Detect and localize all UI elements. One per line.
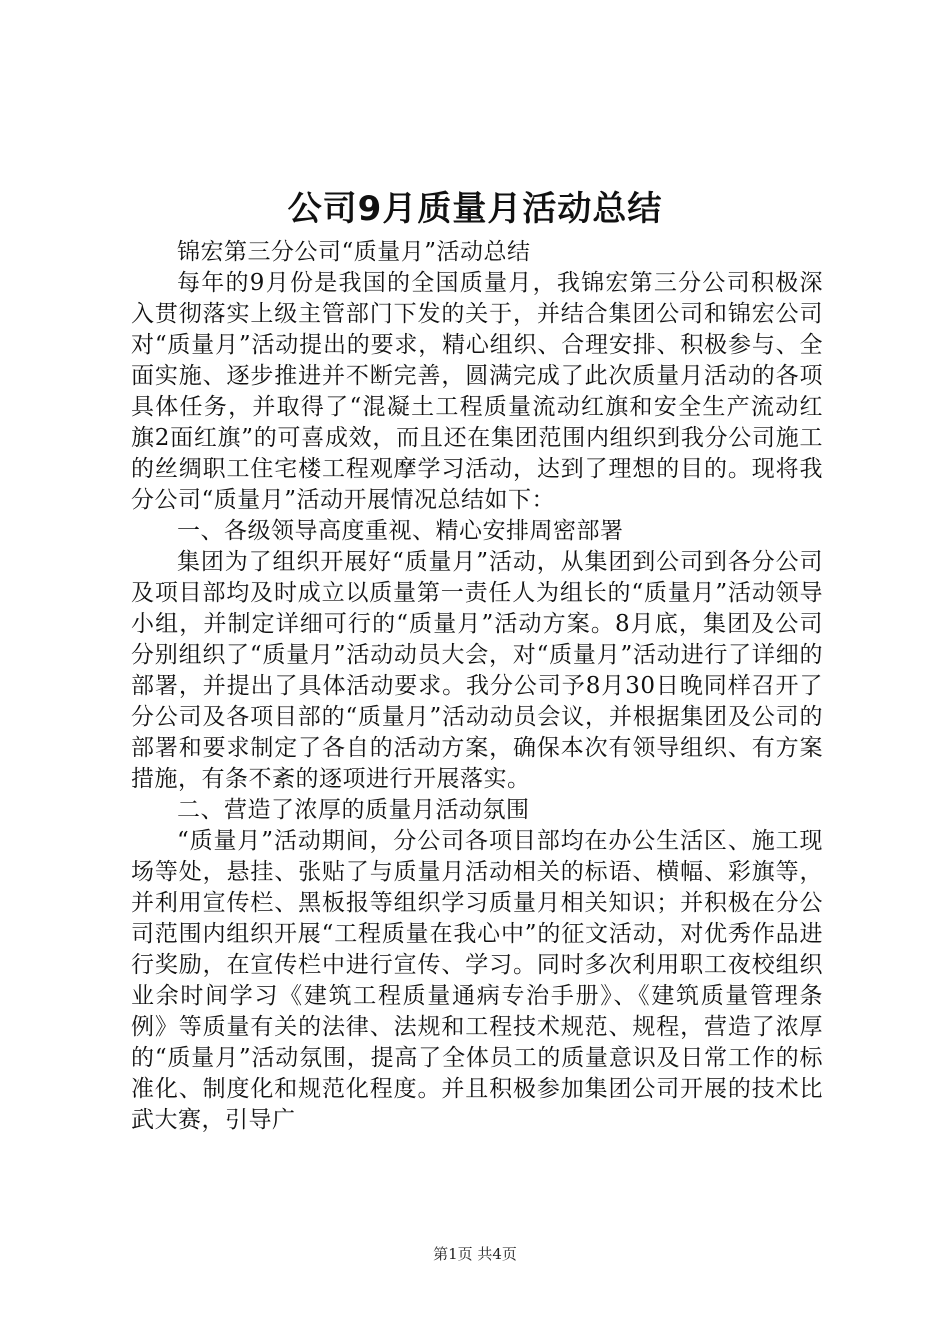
document-body (131, 237, 823, 1136)
paragraph-section-1: 集团为了组织开展好“质量月”活动，从集团到公司到各分公司及项目部均及时成立以质量第一责任人为组长的“质量月”活动领导小组，并制定详细可行的“质量月”活动方案。8月底，集团及公司分别组织了“质量月”活动动员大会，对“质量月”活动进行了详细的部署，并提出了具体活动要求。我分公司予8月30日晚同样召开了分公司及各项目部的“质量月”活动动员会议，并根据集团及公司的部署和要求制定了各自的活动方案，确保本次有领导组织、有方案措施，有条不紊的逐项进行开展落实。 (131, 549, 823, 792)
page-number-footer: 第1页 共4页 (433, 1245, 517, 1263)
paragraph-intro: 每年的9月份是我国的全国质量月，我锦宏第三分公司积极深入贯彻落实上级主管部门下发的关于，并结合集团公司和锦宏公司对“质量月”活动提出的要求，精心组织、合理安排、积极参与、全面实施、逐步推进并不断完善，圆满完成了此次质量月活动的各项具体任务，并取得了“混凝土工程质量流动红旗和安全生产流动红旗2面红旗”的可喜成效，而且还在集团范围内组织到我分公司施工的丝绸职工住宅楼工程观摩学习活动，达到了理想的目的。现将我分公司“质量月”活动开展情况总结如下： (131, 270, 823, 513)
document-title: 公司9月质量月活动总结 (287, 189, 663, 229)
paragraph-subtitle: 锦宏第三分公司“质量月”活动总结 (177, 239, 531, 265)
paragraph-section-2: “质量月”活动期间，分公司各项目部均在办公生活区、施工现场等处，悬挂、张贴了与质量月活动相关的标语、横幅、彩旗等，并利用宣传栏、黑板报等组织学习质量月相关知识；并积极在分公司范围内组织开展“工程质量在我心中”的征文活动，对优秀作品进行奖励，在宣传栏中进行宣传、学习。同时多次利用职工夜校组织业余时间学习《建筑工程质量通病专治手册》、《建筑质量管理条例》等质量有关的法律、法规和工程技术规范、规程，营造了浓厚的“质量月”活动氛围，提高了全体员工的质量意识及日常工作的标准化、制度化和规范化程度。并且积极参加集团公司开展的技术比武大赛，引导广 (131, 828, 823, 1133)
section-heading-2: 二、营造了浓厚的质量月活动氛围 (177, 797, 530, 823)
section-heading-1: 一、各级领导高度重视、精心安排周密部署 (177, 518, 624, 544)
